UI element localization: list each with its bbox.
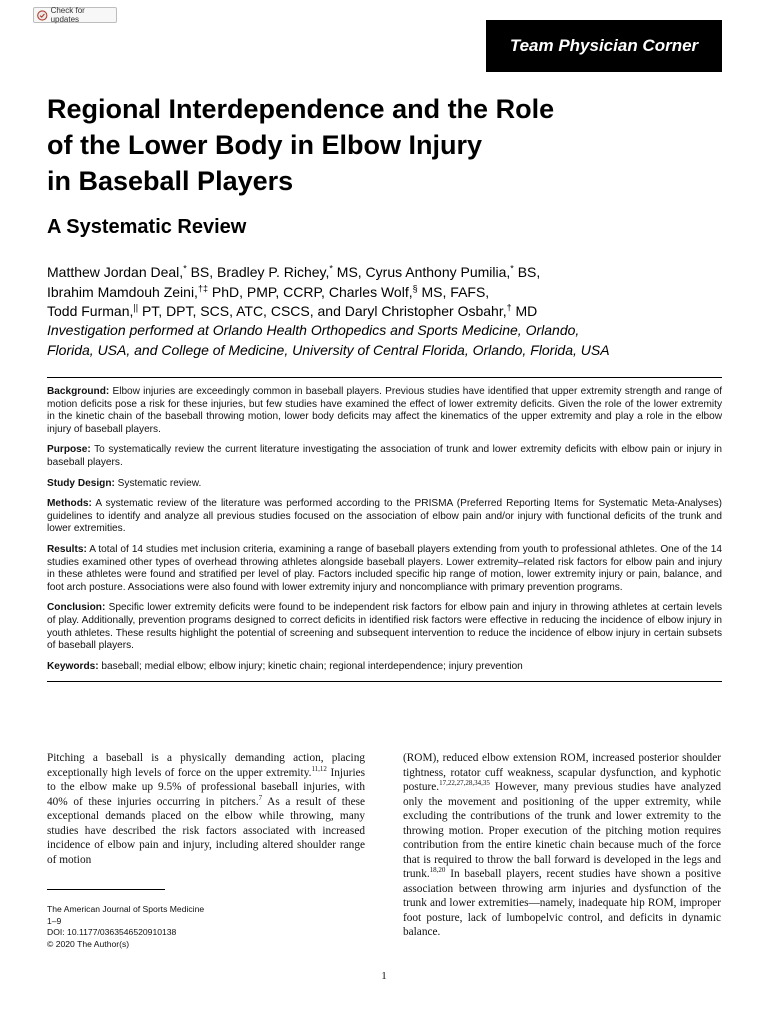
- author-text: MD: [511, 303, 538, 319]
- footnote-divider: [47, 889, 165, 890]
- abstract-results: [47, 544, 722, 594]
- abstract-text: To systematically review the current literature investigating the association of trunk and lower extremity deficits with elbow pain or injury in baseball players.: [47, 444, 722, 468]
- author-text: MS, FAFS,: [417, 283, 490, 300]
- article-title: [47, 91, 707, 199]
- abstract-keywords: [47, 661, 722, 674]
- body-text: Injuries to the elbow make up 9.5% of professional baseball injuries, with 40% of these injuries occurring in pitchers.: [47, 766, 365, 808]
- author-affil-mark: *: [510, 263, 514, 274]
- footnote-line: © 2020 The Author(s): [47, 938, 130, 949]
- abstract-text: baseball; medial elbow; elbow injury; kinetic chain; regional interdependence; injury prevention: [98, 660, 523, 672]
- body-text: Pitching a baseball is a physically demanding action, placing exceptionally high levels of force on the upper extremity.: [47, 752, 365, 779]
- abstract-label: Background:: [47, 386, 110, 397]
- affiliation-line: Florida, USA, and College of Medicine, University of Central Florida, Orlando, Florida, USA: [47, 341, 610, 358]
- abstract-text: Elbow injuries are exceedingly common in baseball players. Previous studies have identified that upper extremity strength and range of motion deficits pose a risk for these injuries, but few studies have examined the effect of lower extremity deficits. Given the role of the lower extremity in the kinetic chain of the baseball throwing motion, lower body deficits may affect the kinematics of the upper extremity and play a role in the elbow injury of baseball players.: [47, 386, 722, 435]
- citation: 11,12: [311, 764, 327, 773]
- author-affil-mark: *: [329, 263, 333, 274]
- citation: 17,22,27,28,34,35: [439, 779, 490, 788]
- abstract-label: Results:: [47, 543, 87, 555]
- abstract-text: Specific lower extremity deficits were found to be independent risk factors for elbow pain and injury in throwing athletes at certain levels of play. Additionally, prevention programs designed to correct deficits in identified risk factors were effective in reducing the incidence of elbow injury in youth athletes. These results highlight the potential of screening and subsequent intervention to reduce the incidence of elbow injury in certain subsets of baseball players.: [47, 602, 722, 652]
- author-text: Ibrahim Mamdouh Zeini,: [47, 283, 198, 300]
- author-line: [47, 302, 727, 322]
- body-text: As a result of these exceptional demands placed on the elbow while throwing, many studies have described the risk factors associated with increased incidence of elbow pain and injury, including altered shoulder range of motion: [47, 795, 365, 866]
- citation: 7: [258, 793, 263, 802]
- abstract-label: Keywords:: [47, 660, 99, 672]
- author-list: [47, 263, 727, 322]
- citation: 18,20: [429, 866, 446, 875]
- body-text: However, many previous studies have analyzed only the movement and positioning of the upper extremity, while excluding the contributions of the trunk and lower extremity to the throwing motion. Proper execution of the pitching motion requires contribution from the entire kinetic chain because much of the force that is required to throw the ball forward is developed in the legs and trunk.: [403, 781, 721, 880]
- footnote-line: The American Journal of Sports Medicine: [47, 904, 205, 914]
- abstract-label: Conclusion:: [47, 602, 106, 614]
- abstract-methods: [47, 498, 722, 536]
- page-number: 1: [381, 970, 387, 982]
- abstract-text: Systematic review.: [114, 477, 202, 489]
- author-affil-mark: *: [183, 263, 187, 274]
- title-line: Regional Interdependence and the Role: [47, 94, 555, 124]
- author-text: PhD, PMP, CCRP, Charles Wolf,: [207, 283, 413, 300]
- check-for-updates-button[interactable]: [33, 7, 117, 23]
- abstract-background: [47, 386, 722, 436]
- author-line: [47, 283, 727, 303]
- affiliation-line: Investigation performed at Orlando Health Orthopedics and Sports Medicine, Orlando,: [47, 322, 580, 338]
- title-line: in Baseball Players: [47, 166, 294, 196]
- author-text: BS,: [513, 264, 541, 280]
- footnote-line: DOI: 10.1177/0363546520910138: [47, 927, 177, 937]
- abstract-study-design: [47, 478, 722, 491]
- author-text: Todd Furman,: [47, 303, 134, 319]
- abstract-conclusion: [47, 602, 722, 652]
- body-column-right: [403, 751, 721, 940]
- body-text: In baseball players, recent studies have shown a positive association between throwing arm injuries and dysfunction of the trunk and lower extremities—namely, inadequate hip ROM, improper foot posture, lack of lumbopelvic control, and deficits in dynamic balance.: [403, 868, 721, 938]
- footnote-line: 1–9: [47, 915, 62, 926]
- title-line: of the Lower Body in Elbow Injury: [47, 130, 483, 160]
- abstract-purpose: [47, 444, 722, 469]
- check-for-updates-label: Check for updates: [50, 6, 85, 24]
- author-affil-mark: †‡: [197, 282, 208, 293]
- author-affil-mark: §: [412, 282, 418, 293]
- check-for-updates-icon: [37, 10, 48, 21]
- abstract-text: A systematic review of the literature was performed according to the PRISMA (Preferred Reporting Items for Systematic Meta-Analyses) guidelines to identify and analyze all previous studies focused on the association of elbow pain and/or injury with functional deficits of the trunk and lower extremities.: [47, 498, 722, 535]
- body-column-left: [47, 751, 365, 867]
- author-text: MS, Cyrus Anthony Pumilia,: [332, 264, 511, 280]
- article-subtitle: A Systematic Review: [47, 216, 247, 238]
- author-text: Matthew Jordan Deal,: [47, 264, 184, 280]
- abstract-text: A total of 14 studies met inclusion criteria, examining a range of baseball players extending from youth to professional athletes. One of the 14 studies examined other types of overhead throwing athletes alongside baseball players. Lower extremity–related risk factors for elbow pain and injury in these athletes were found and stratified per level of play. Factors included specific hip range of motion, lower extremity injury or pain, balance, and foot arch posture. Associations were also found with lower extremity injury and noncompliance with primary prevention programs.: [47, 543, 722, 593]
- author-text: PT, DPT, SCS, ATC, CSCS, and Daryl Christopher Osbahr,: [138, 303, 507, 319]
- abstract-label: Methods:: [47, 498, 92, 510]
- affiliation: [47, 321, 727, 360]
- journal-footnote: [47, 904, 204, 950]
- section-banner: [486, 20, 722, 72]
- author-affil-mark: ||: [133, 302, 139, 313]
- abstract-label: Study Design:: [47, 477, 115, 489]
- author-affil-mark: †: [506, 302, 512, 313]
- abstract-box: [47, 377, 722, 682]
- section-banner-label: Team Physician Corner: [509, 36, 699, 55]
- abstract-label: Purpose:: [47, 444, 91, 456]
- author-line: [47, 263, 727, 283]
- author-text: BS, Bradley P. Richey,: [186, 264, 330, 280]
- body-text: (ROM), reduced elbow extension ROM, increased posterior shoulder tightness, rotator cuff weakness, scapular dysfunction, and kyphotic posture.: [403, 752, 721, 793]
